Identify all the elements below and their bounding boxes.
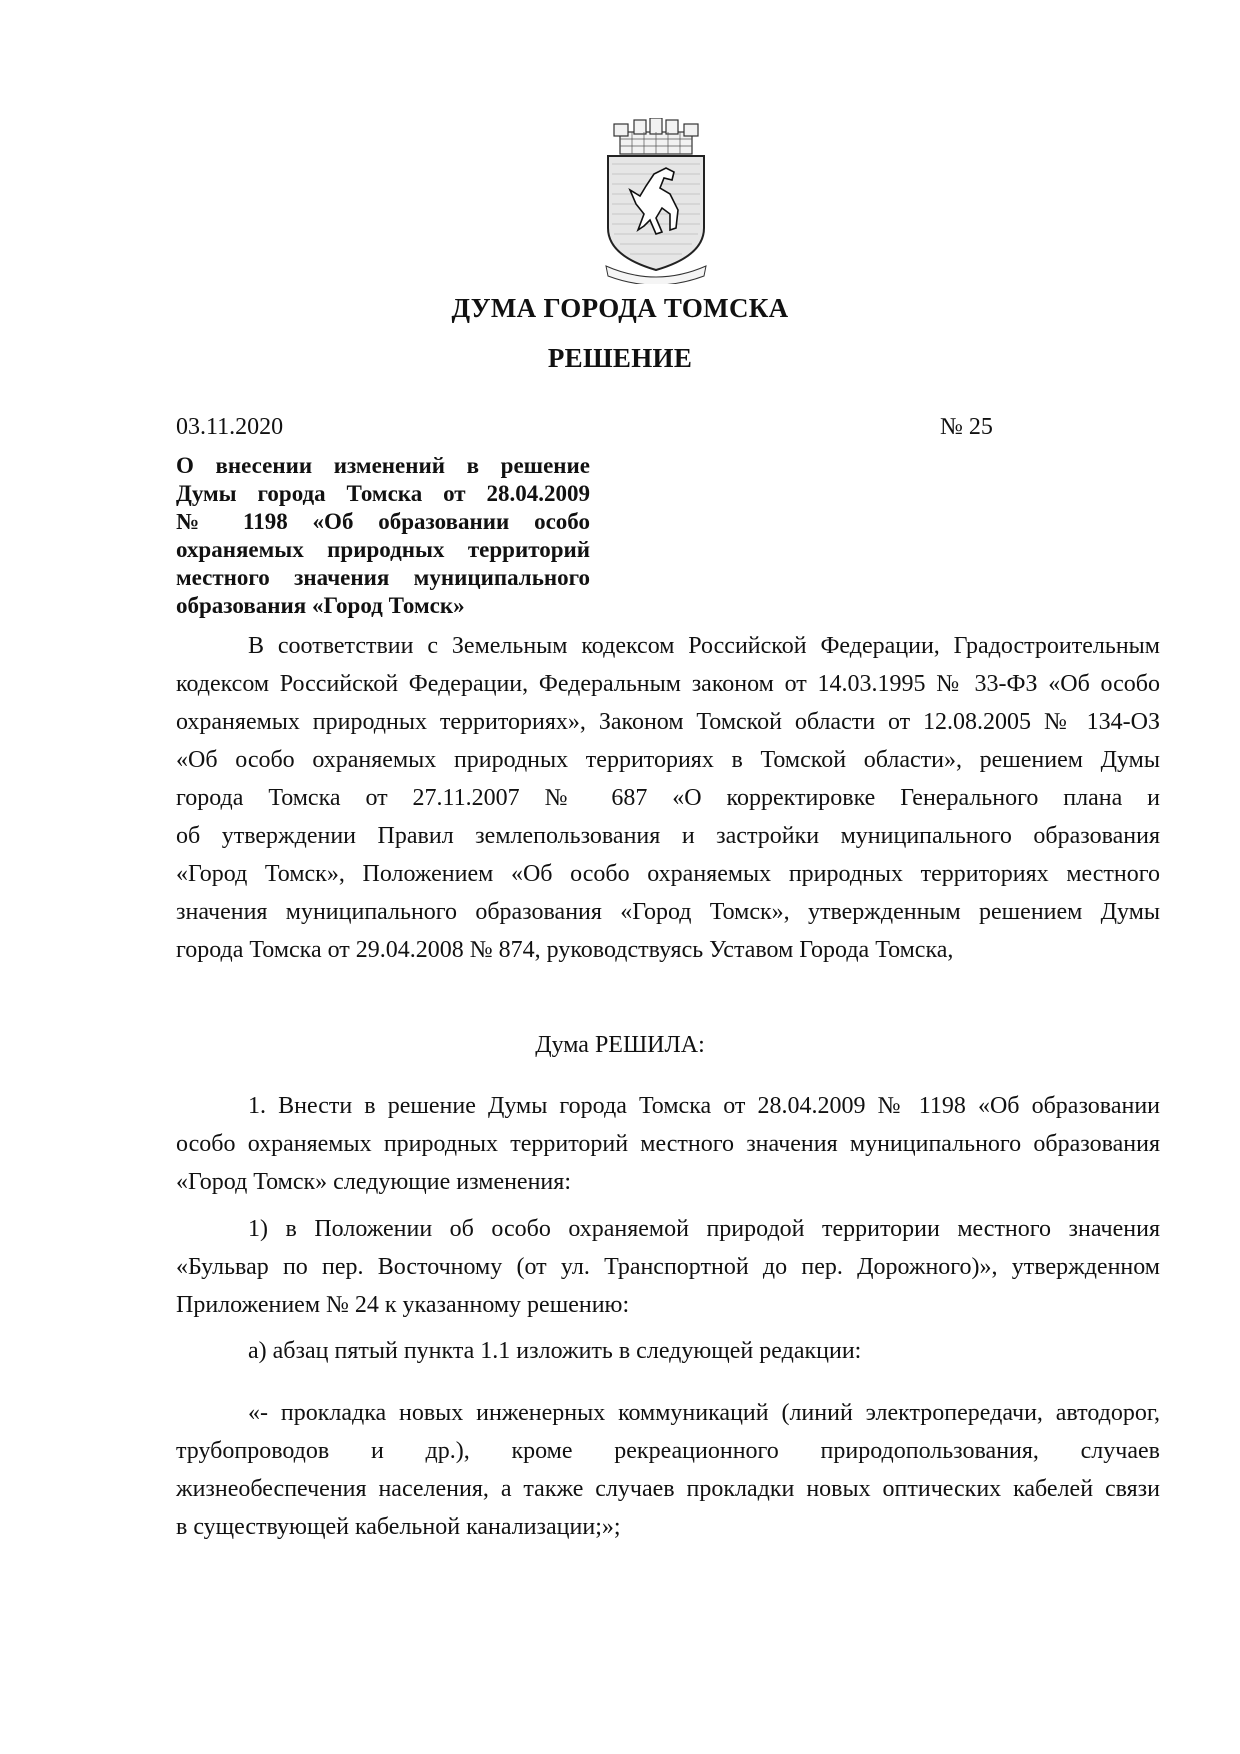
item-1-line: «Город Томск» следующие изменения: [176,1169,571,1195]
preamble-paragraph [176,627,1160,969]
subject-line: № 1198 «Об образовании особо [176,509,590,534]
preamble-line: города Томска от 29.04.2008 № 874, руководствуясь Уставом Города Томска, [176,937,954,963]
item-1-1-line: Приложением № 24 к указанному решению: [176,1292,630,1318]
preamble-line: В соответствии с Земельным кодексом Российской Федерации, Градостроительным [248,633,1160,659]
preamble-line: «Об особо охраняемых природных территориях в Томской области», решением Думы [176,747,1160,773]
item-1-line: особо охраняемых природных территорий местного значения муниципального образования [176,1131,1160,1157]
preamble-line: города Томска от 27.11.2007 № 687 «О корректировке Генерального плана и [176,785,1160,811]
subject-line: О внесении изменений в решение [176,453,590,478]
coat-of-arms-emblem [600,118,712,284]
item-1-1-paragraph [176,1210,1160,1324]
quote-line: в существующей кабельной канализации;»; [176,1514,621,1540]
preamble-line: значения муниципального образования «Город Томск», утвержденным решением Думы [176,899,1160,925]
item-1-1-line: «Бульвар по пер. Восточному (от ул. Транспортной до пер. Дорожного)», утвержденном [176,1254,1160,1280]
document-number: № 25 [940,414,993,440]
item-1-paragraph [176,1087,1160,1201]
preamble-line: об утверждении Правил землепользования и застройки муниципального образования [176,823,1160,849]
item-1-1-a-line: а) абзац пятый пункта 1.1 изложить в следующей редакции: [248,1338,862,1364]
document-type-title: РЕШЕНИЕ [547,343,693,373]
preamble-line: «Город Томск», Положением «Об особо охраняемых природных территориях местного [176,861,1160,887]
document-subject [176,452,590,620]
quoted-amendment-paragraph [176,1394,1160,1546]
subject-line: местного значения муниципального [176,565,590,590]
document-date: 03.11.2020 [176,414,284,440]
quote-line: «- прокладка новых инженерных коммуникаций (линий электропередачи, автодорог, [248,1400,1160,1426]
subject-line: Думы города Томска от 28.04.2009 [176,481,590,506]
preamble-line: охраняемых природных территориях», Законом Томской области от 12.08.2005 № 134-ОЗ [176,709,1160,735]
resolved-heading: Дума РЕШИЛА: [535,1032,705,1058]
quote-line: жизнеобеспечения населения, а также случаев прокладки новых оптических кабелей связи [176,1476,1160,1502]
quote-line: трубопроводов и др.), кроме рекреационного природопользования, случаев [176,1438,1160,1464]
preamble-line: кодексом Российской Федерации, Федеральным законом от 14.03.1995 № 33-ФЗ «Об особо [176,671,1160,697]
item-1-1-a-paragraph [176,1332,1160,1370]
organization-title: ДУМА ГОРОДА ТОМСКА [451,293,789,323]
subject-line: охраняемых природных территорий [176,537,590,562]
item-1-1-line: 1) в Положении об особо охраняемой природой территории местного значения [248,1216,1160,1242]
item-1-line: 1. Внести в решение Думы города Томска от 28.04.2009 № 1198 «Об образовании [248,1093,1160,1119]
subject-line: образования «Город Томск» [176,593,465,618]
